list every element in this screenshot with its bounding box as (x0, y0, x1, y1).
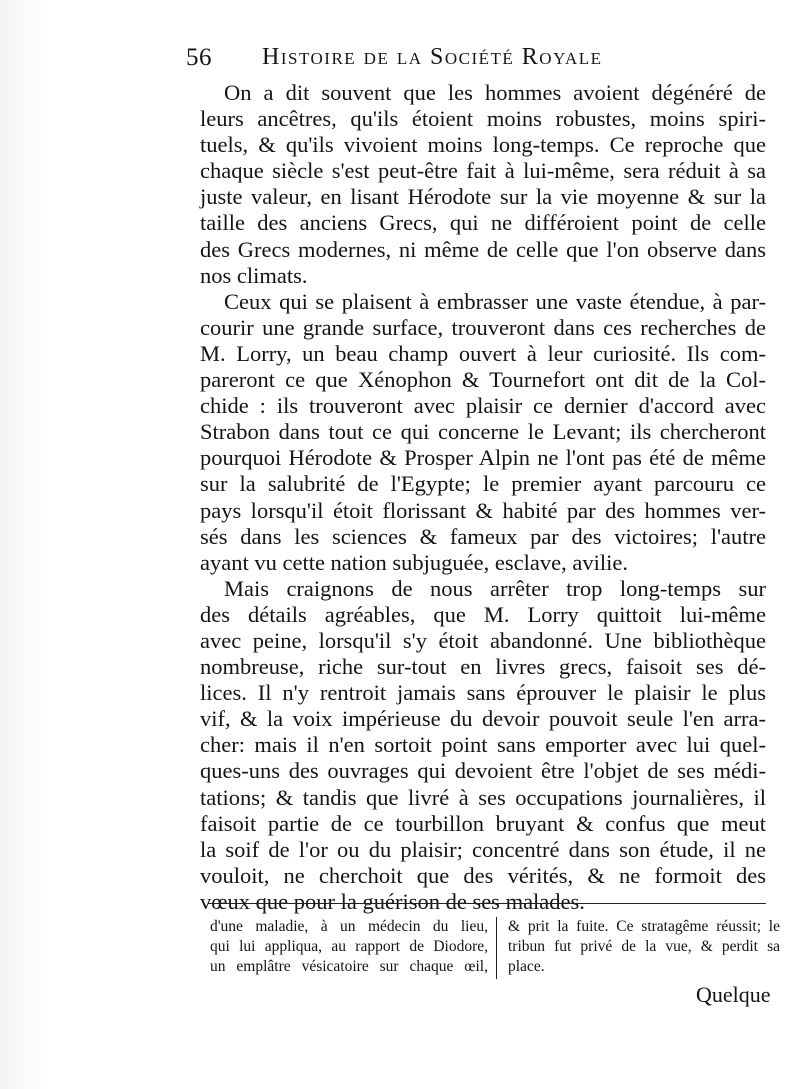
footnote-line: un emplâtre vésicatoire sur chaque œil, (210, 958, 488, 975)
text-line: vif, & la voix impérieuse du devoir pouvoit seule l'en arra- (200, 706, 766, 732)
text-line: sur la salubrité de l'Egypte; le premier ayant parcouru ce (200, 471, 766, 497)
text-line: cher: mais il n'en sortoit point sans emporter avec lui quel- (200, 732, 766, 758)
text-line: taille des anciens Grecs, qui ne différoient point de celle (200, 210, 766, 236)
text-line: Ceux qui se plaisent à embrasser une vaste étendue, à par- (224, 288, 766, 314)
text-line: vouloit, ne cherchoit que des vérités, & ne formoit des (200, 862, 766, 888)
running-header (186, 44, 706, 84)
catchword: Quelque (696, 982, 771, 1007)
page-number: 56 (186, 44, 212, 71)
text-line: chaque siècle s'est peut-être fait à lui-même, sera réduit à sa (200, 158, 766, 184)
text-line: vœux que pour la guérison de ses malades. (200, 888, 585, 914)
text-line: sés dans les sciences & fameux par des victoires; l'autre (200, 523, 766, 549)
text-line: pays lorsqu'il étoit florissant & habité par des hommes ver- (200, 497, 766, 523)
text-line: des détails agréables, que M. Lorry quittoit lui-même (200, 601, 766, 627)
footnote-line: qui lui appliqua, au rapport de Diodore, (210, 938, 488, 955)
footnote-line: & prit la fuite. Ce stratagême réussit; le (508, 918, 780, 935)
running-title: Histoire de la Société Royale (262, 44, 603, 70)
footnote-rule (208, 903, 766, 904)
footnote-left-column (210, 917, 488, 977)
main-text (200, 80, 766, 915)
text-line: Strabon dans tout ce qui concerne le Levant; ils chercheront (200, 419, 766, 445)
text-line: On a dit souvent que les hommes avoient dégénéré de (224, 80, 766, 105)
footnote-line: place. (508, 958, 545, 975)
text-line: juste valeur, en lisant Hérodote sur la vie moyenne & sur la (200, 184, 766, 210)
footnote-right-column (508, 917, 780, 977)
footnote-line: tribun fut privé de la vue, & perdit sa (508, 938, 780, 955)
text-line: faisoit partie de ce tourbillon bruyant & confus que meut (200, 810, 766, 836)
text-line: tuels, & qu'ils vivoient moins long-temps. Ce reproche que (200, 132, 766, 158)
text-line: Mais craignons de nous arrêter trop long-temps sur (224, 575, 766, 601)
text-line: courir une grande surface, trouveront dans ces recherches de (200, 314, 766, 340)
text-line: lices. Il n'y rentroit jamais sans éprouver le plaisir le plus (200, 680, 766, 706)
text-line: ayant vu cette nation subjuguée, esclave, avilie. (200, 549, 628, 575)
text-line: pareront ce que Xénophon & Tournefort ont dit de la Col- (200, 367, 766, 393)
text-line: leurs ancêtres, qu'ils étoient moins robustes, moins spiri- (200, 106, 766, 132)
text-line: nos climats. (200, 262, 308, 288)
text-line: des Grecs modernes, ni même de celle que l'on observe dans (200, 236, 766, 262)
text-line: avec peine, lorsqu'il s'y étoit abandonné. Une bibliothèque (200, 627, 766, 653)
text-line: pourquoi Hérodote & Prosper Alpin ne l'ont pas été de même (200, 445, 766, 471)
text-line: tations; & tandis que livré à ses occupations journalières, il (200, 784, 766, 810)
footnote-column-divider (496, 917, 497, 979)
text-line: chide : ils trouveront avec plaisir ce dernier d'accord avec (200, 393, 766, 419)
text-line: M. Lorry, un beau champ ouvert à leur curiosité. Ils com- (200, 340, 766, 366)
text-line: ques-uns des ouvrages qui devoient être l'objet de ses médi- (200, 758, 766, 784)
text-line: nombreuse, riche sur-tout en livres grecs, faisoit ses dé- (200, 654, 766, 680)
text-line: la soif de l'or ou du plaisir; concentré dans son étude, il ne (200, 836, 766, 862)
footnote-line: d'une maladie, à un médecin du lieu, (210, 918, 488, 935)
